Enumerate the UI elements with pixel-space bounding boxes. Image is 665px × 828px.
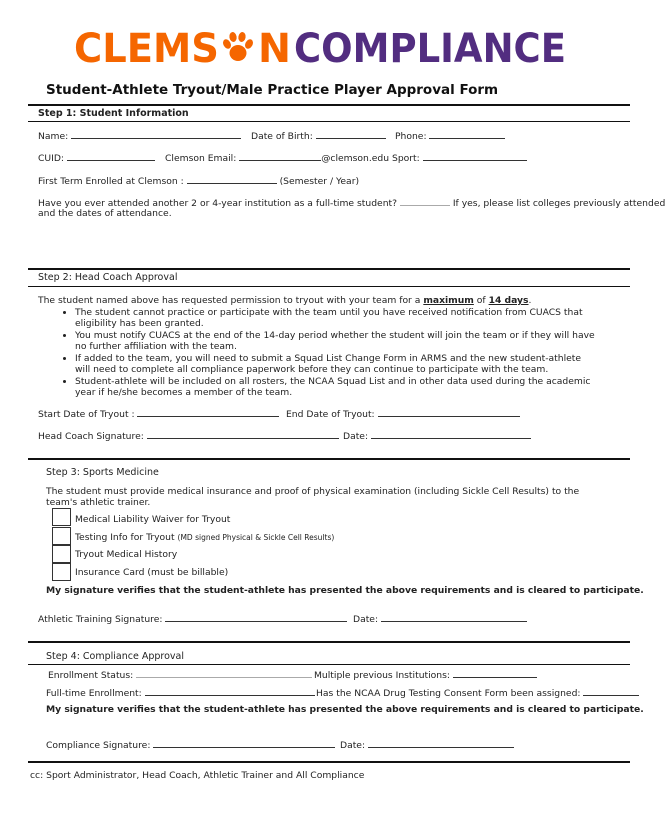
- checkbox-insurance-card[interactable]: [52, 563, 71, 581]
- phone-field[interactable]: [429, 130, 505, 139]
- start-date-field[interactable]: [137, 408, 279, 417]
- step1-heading: Step 1: Student Information: [38, 108, 189, 119]
- logo-compliance-text: COMPLIANCE: [294, 26, 566, 72]
- step2-intro: The student named above has requested permission to tryout with your team for a maximum of 14 days.: [38, 295, 532, 306]
- sport-label: Sport:: [392, 153, 420, 164]
- coach-signature-field[interactable]: [147, 430, 339, 439]
- trainer-date-label: Date:: [353, 614, 379, 625]
- step3-intro: The student must provide medical insurance and proof of physical examination (including Sickle Cell Results) to the team's athletic trainer.: [46, 486, 580, 508]
- cuid-field[interactable]: [67, 152, 155, 161]
- name-field[interactable]: [71, 130, 241, 139]
- first-term-label: First Term Enrolled at Clemson :: [38, 176, 184, 187]
- first-term-field[interactable]: [187, 175, 277, 184]
- checkbox-note: (MD signed Physical & Sickle Cell Results): [177, 533, 335, 542]
- compliance-signature-label: Compliance Signature:: [46, 740, 151, 751]
- compliance-verify-statement: My signature verifies that the student-athlete has presented the above requirements and is cleared to participate.: [46, 704, 644, 715]
- coach-date-label: Date:: [343, 431, 369, 442]
- start-date-label: Start Date of Tryout :: [38, 409, 135, 420]
- form-title: Student-Athlete Tryout/Male Practice Player Approval Form: [46, 82, 499, 98]
- list-item: • If added to the team, you will need to submit a Squad List Change Form in ARMS and the new student-athlete will need to complete all compliance paperwork before they can continue to participate with the team.: [75, 353, 595, 375]
- step3-heading: Step 3: Sports Medicine: [46, 467, 159, 478]
- trainer-signature-label: Athletic Training Signature:: [38, 614, 163, 625]
- email-domain: @clemson.edu: [321, 153, 390, 164]
- phone-label: Phone:: [395, 131, 427, 142]
- checkbox-label: Insurance Card (must be billable): [75, 567, 229, 578]
- end-date-field[interactable]: [378, 408, 520, 417]
- divider: [28, 268, 630, 270]
- drug-testing-label: Has the NCAA Drug Testing Consent Form been assigned:: [316, 688, 581, 699]
- drug-testing-field[interactable]: [583, 687, 639, 696]
- compliance-signature-field[interactable]: [153, 739, 335, 748]
- semester-year-hint: (Semester / Year): [279, 176, 360, 187]
- multiple-inst-label: Multiple previous Institutions:: [314, 670, 450, 681]
- coach-date-field[interactable]: [371, 430, 531, 439]
- list-item: • The student cannot practice or participate with the team until you have received notification from CUACS that eligibility has been granted.: [75, 307, 595, 329]
- multiple-inst-field[interactable]: [453, 669, 537, 678]
- step2-heading: Step 2: Head Coach Approval: [38, 272, 178, 283]
- checkbox-liability-waiver[interactable]: [52, 508, 71, 526]
- enrollment-status-label: Enrollment Status:: [48, 670, 134, 681]
- trainer-verify-statement: My signature verifies that the student-athlete has presented the above requirements and is cleared to participate.: [46, 585, 644, 596]
- list-item: • Student-athlete will be included on all rosters, the NCAA Squad List and in other data used during the academic year if he/she becomes a member of the team.: [75, 376, 595, 398]
- compliance-date-label: Date:: [340, 740, 366, 751]
- dob-field[interactable]: [316, 130, 386, 139]
- enrollment-status-field[interactable]: [136, 669, 312, 678]
- checkbox-label: Tryout Medical History: [75, 549, 178, 560]
- trainer-date-field[interactable]: [381, 613, 527, 622]
- tiger-paw-icon: [221, 31, 254, 61]
- fulltime-label: Full-time Enrollment:: [46, 688, 142, 699]
- attended-question: Have you ever attended another 2 or 4-year institution as a full-time student?: [38, 198, 397, 209]
- sport-field[interactable]: [423, 152, 527, 161]
- checkbox-medical-history[interactable]: [52, 545, 71, 563]
- divider: [28, 761, 630, 763]
- divider: [28, 641, 630, 643]
- attended-followup-2: and the dates of attendance.: [38, 208, 172, 219]
- name-label: Name:: [38, 131, 69, 142]
- divider: [28, 458, 630, 460]
- cc-footer: cc: Sport Administrator, Head Coach, Athletic Trainer and All Compliance: [30, 770, 365, 781]
- step4-heading: Step 4: Compliance Approval: [46, 651, 185, 662]
- attended-field[interactable]: [400, 197, 450, 206]
- logo-n-text: N: [258, 26, 291, 72]
- clemson-compliance-logo: [74, 26, 570, 72]
- logo-clemson-text: CLEMS: [74, 26, 219, 72]
- coach-requirements-list: [75, 307, 595, 399]
- attended-followup: If yes, please list colleges previously attended: [452, 198, 665, 209]
- divider: [28, 286, 630, 287]
- dob-label: Date of Birth:: [251, 131, 313, 142]
- compliance-date-field[interactable]: [368, 739, 514, 748]
- checkbox-testing-info[interactable]: [52, 527, 71, 545]
- divider: [28, 664, 630, 665]
- trainer-signature-field[interactable]: [165, 613, 347, 622]
- email-label: Clemson Email:: [165, 153, 237, 164]
- email-field[interactable]: [239, 152, 321, 161]
- end-date-label: End Date of Tryout:: [286, 409, 375, 420]
- checkbox-label: Medical Liability Waiver for Tryout: [75, 514, 231, 525]
- fulltime-field[interactable]: [145, 687, 315, 696]
- list-item: • You must notify CUACS at the end of the 14-day period whether the student will join the team or if they will have no further affiliation with the team.: [75, 330, 595, 352]
- divider: [28, 121, 630, 122]
- checkbox-label: Testing Info for Tryout: [75, 532, 175, 543]
- coach-signature-label: Head Coach Signature:: [38, 431, 144, 442]
- cuid-label: CUID:: [38, 153, 65, 164]
- divider: [28, 104, 630, 106]
